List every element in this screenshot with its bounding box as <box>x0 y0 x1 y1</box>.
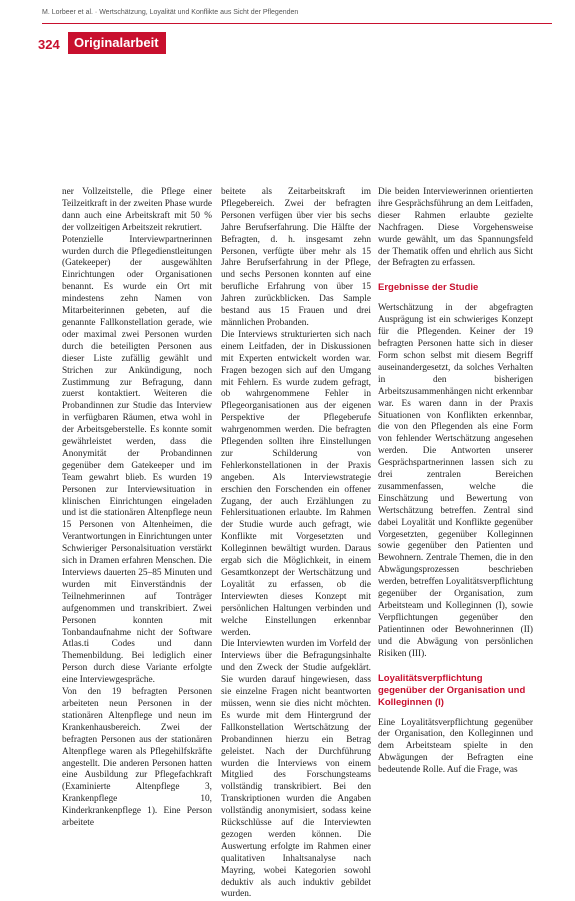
section-heading-loyalty: Loyalitätsverpflichtung gegenüber der Organisation und Kolleginnen (I) <box>378 672 526 708</box>
paragraph: Potenzielle Interviewpartnerinnen wurden durch die Pflegedienstleitungen (Gatekeeper) der ausgewählten Einrichtungen oder Organisationen benannt. Es wurde ein Ort mit mindestens zehn Namen von Mitarbeiterinnen gebeten, auf die genannte Fallkonstellation gerade, wie oder maximal zwei Personen wurden durch die beteiligten Personen aus dieser Liste zufällig gewählt und Strichen zur Ankündigung, noch Zustimmung zur Befragung, dann zuerst kontaktiert. Weiteren die Probandinnen zur Studie das Interview in verfügbaren Räumen, etwa wohl in der Arbeitsgeberstelle. Es konnte somit gewährleistet werden, dass die Anonymität der Probandinnen gegenüber dem Gatekeeper und im Team gewahrt blieb. Es wurden 19 Personen zur Interviewsituation in klinischen Einrichtungen eingeladen und ist die stationären Altenpflege neun 15 Personen von Altenheimen, die Verantwortungen in Einrichtungen unter Schwieriger Personalsituation verstärkt sich in Dramen erfahren Menschen. Die Interviews dauerten 25–85 Minuten und wurden mit Einverständnis der Teilnehmerinnen auf Tonträger aufgenommen und transkribiert. Zwei Personen konnten mit Tonbandaufnahme nicht der Software Atlas.ti Codes und dann Themenbildung. Bei lediglich einer Person durch diese Variante erfolgte eine Interviewgespräche. <box>62 234 212 686</box>
paragraph: Eine Loyalitätsverpflichtung gegenüber der Organisation, den Kolleginnen und dem Arbeitsteam spielte in den Abwägungen der Befragten eine bedeutende Rolle. Auf die Frage, was <box>378 717 533 776</box>
paragraph: beitete als Zeitarbeitskraft im Pflegebereich. Zwei der befragten Personen verfügen über vier bis sechs Jahre Berufserfahrung. Die Hälfte der Befragten, d. h. insgesamt zehn Personen, verfügte über mehr als 15 Jahre Berufserfahrung in der Pflege, und sechs Personen konnten auf eine berufliche Erfahrung von über 15 Jahren zurückblicken. Das Sample bestand aus 15 Frauen und drei männlichen Probanden. <box>221 187 371 328</box>
paragraph: Die beiden Interviewerinnen orientierten ihre Gesprächsführung an dem Leitfaden, dieser Rahmen erlaubte gezielte Nachfragen. Diese Vorgehensweise wurde gewählt, um das Spannungsfeld der Thematik offen und ehrlich aus Sicht der Befragten zu erfassen. <box>378 187 533 269</box>
paragraph: Die Interviews strukturierten sich nach einem Leitfaden, der in Diskussionen mit Experten entwickelt worden war. Fragen bezogen sich auf den Umgang mit Fehlern. Es wurde zudem gefragt, ob wahrgenommene Fehler in Pflegeorganisationen aus der eigenen Perspektive der Pflegeberufe wahrgenommen werden. Die befragten Pflegenden sollten ihre Einstellungen zur Schilderung von Fehlerkonstellationen in der Praxis angeben. Als Interviewstrategie erschien den Forschenden ein offener Zugang, der auch Erzählungen zu Fehlersituationen erlaubte. Im Rahmen der Studie wurde auch gefragt, wie Konflikte mit Vorgesetzten und Kolleginnen bewältigt wurden. Daraus ergab sich die Möglichkeit, in einem Gesamtkonzept der Wertschätzung und Loyalität zu erfassen, ob die Interviewten dieses Konzept mit persönlichen Haltungen verbinden und welche Einstellungen erkennbar werden. <box>221 329 371 638</box>
header-rule <box>42 23 552 24</box>
text-column-1 <box>62 187 212 829</box>
section-label: Originalarbeit <box>68 32 166 54</box>
section-heading-results: Ergebnisse der Studie <box>378 282 479 294</box>
paragraph: Wertschätzung in der abgefragten Ausprägung ist ein schwieriges Konzept für die Pflegenden. Keiner der 19 befragten Personen hatte sich in dieser Form schon selbst mit diesem Begriff auseinandergesetzt, da solches Verhalten in den bisherigen Arbeitszusammenhängen nicht erkennbar war. Es waren dann in der Praxis Situationen von Konflikten erkennbar, die von den Pflegenden als eine Form von fehlender Wertschätzung angesehen werden. Die Antworten unserer Gesprächspartnerinnen lassen sich zu drei zentralen Bereichen zusammenfassen, welche die Einschätzung und Bewertung von Wertschätzung betreffen. Zentral sind dabei Loyalität und Konflikte gegenüber Vorgesetzten, gegenüber Kolleginnen sowie gegenüber den Patienten und Bewohnern. Zentrale Themen, die in den Abwägungsprozessen beschrieben werden, betreffen Loyalitätsverpflichtung gegenüber der Organisation, zum Arbeitsteam und Kolleginnen (I), sowie Verpflichtungen gegenüber den Patientinnen oder Bewohnerinnen (II) und die Abwägung von persönlichen Risiken (III). <box>378 303 533 659</box>
page-number: 324 <box>38 37 60 52</box>
paragraph: ner Vollzeitstelle, die Pflege einer Teilzeitkraft in der zweiten Phase wurde dann auch eine Arbeitskraft mit 50 % der vollzeitigen Arbeitszeit rekrutiert. <box>62 187 212 233</box>
text-column-3 <box>378 187 533 797</box>
running-head: M. Lorbeer et al. · Wertschätzung, Loyalität und Konflikte aus Sicht der Pflegenden <box>42 9 299 16</box>
paragraph: Von den 19 befragten Personen arbeiteten neun Personen in der stationären Altenpflege und neun im Krankenhausbereich. Zwei der befragten Personen aus der stationären Altenpflege waren als Pflegehilfskräfte angestellt. Die anderen Personen hatten eine Ausbildung zur Pflegefachkraft (Examinierte Altenpflege 3, Krankenpflege 10, Kinderkrankenpflege 1). Eine Person arbeitete <box>62 687 212 829</box>
text-column-2 <box>221 187 371 900</box>
paragraph: Die Interviewten wurden im Vorfeld der Interviews über die Befragungsinhalte und den Zweck der Studie aufgeklärt. Sie wurden darauf hingewiesen, dass sie einzelne Fragen nicht beantworten müssen, wenn sie dies nicht möchten. Es wurde mit dem Hintergrund der Fallkonstellation Wertschätzung der Probandinnen hierzu ein Betrag geleistet. Nach der Durchführung wurden die Interviews von einem Mitglied des Forschungsteams vollständig transkribiert. Bei den Transkriptionen wurden die Angaben vollständig anonymisiert, sodass keine Rückschlüsse auf die Interviewten gezogen werden können. Die Auswertung erfolgte im Rahmen einer qualitativen Inhaltsanalyse nach Mayring, wobei Kategorien sowohl deduktiv als auch induktiv gebildet wurden. <box>221 639 371 900</box>
